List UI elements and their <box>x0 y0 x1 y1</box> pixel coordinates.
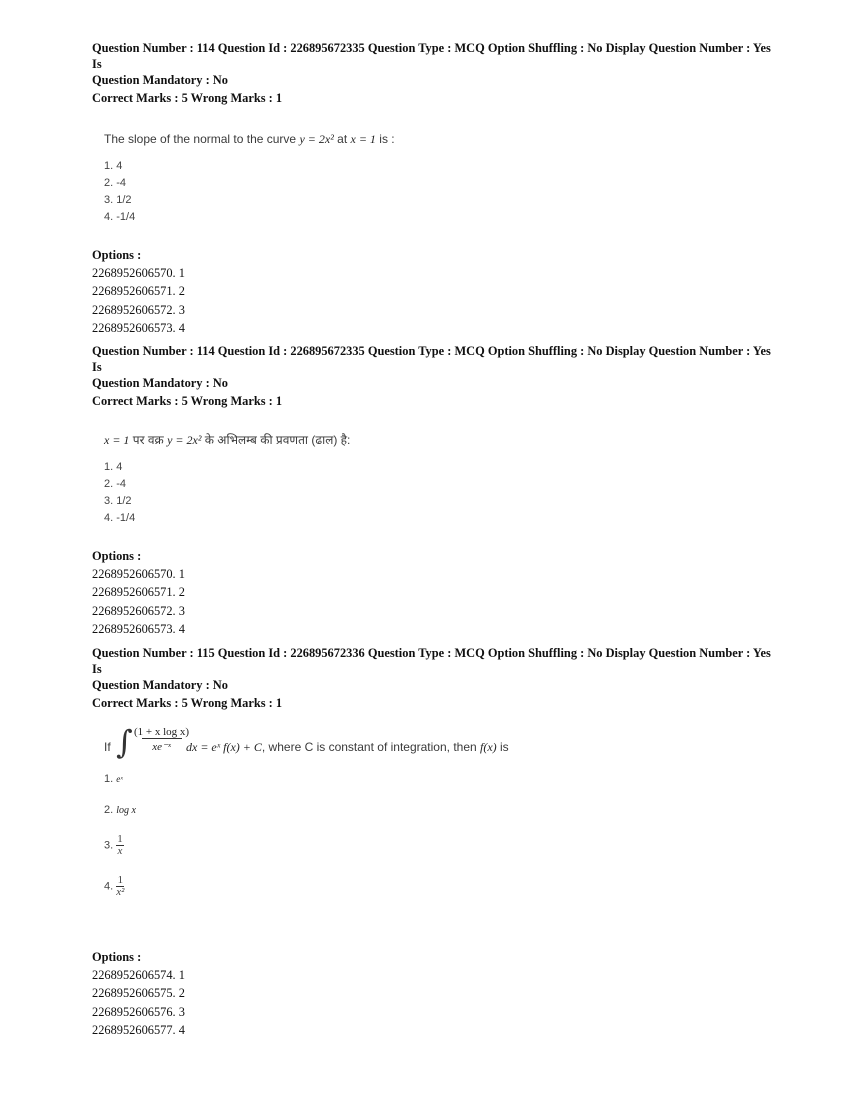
image-option-2 <box>104 804 782 816</box>
option-number: 4. <box>104 880 117 893</box>
integral-expression <box>104 725 782 769</box>
option-id: 2268952606571. 2 <box>92 284 185 299</box>
option-id: 2268952606573. 4 <box>92 621 185 636</box>
option-number: 2. <box>104 804 117 816</box>
image-option: 4. -1/4 <box>104 211 136 223</box>
header-line-2: Question Mandatory : No <box>92 73 228 87</box>
question-block-1 <box>92 40 782 337</box>
fraction-denominator: x <box>117 845 123 857</box>
fraction-numerator: (1 + x log x) <box>134 726 190 738</box>
math-expression: x = 1 <box>350 132 376 146</box>
image-option: 3. 1/2 <box>104 495 132 507</box>
question-header <box>92 645 782 711</box>
header-line-3: Correct Marks : 5 Wrong Marks : 1 <box>92 696 283 710</box>
header-line-3: Correct Marks : 5 Wrong Marks : 1 <box>92 394 283 408</box>
question-text-part: is <box>496 740 509 754</box>
option-id: 2268952606570. 1 <box>92 567 185 582</box>
image-option-1 <box>104 773 782 785</box>
image-option: 4. -1/4 <box>104 512 136 524</box>
image-options <box>104 773 782 898</box>
integral-sign: ∫ <box>116 723 133 761</box>
math-expression: y = 2x² <box>299 132 334 146</box>
question-header <box>92 343 782 409</box>
option-number: 1. <box>104 773 117 785</box>
option-id: 2268952606571. 2 <box>92 585 185 600</box>
math-expression: dx = eˣ f(x) + C <box>186 740 262 754</box>
header-line-3: Correct Marks : 5 Wrong Marks : 1 <box>92 91 283 105</box>
image-option: 1. 4 <box>104 160 123 172</box>
image-options <box>104 158 782 226</box>
integrand-fraction <box>134 726 189 753</box>
option-id: 2268952606573. 4 <box>92 320 185 335</box>
header-line-1: Question Number : 115 Question Id : 226895672336 Question Type : MCQ Option Shuffling : No Display Question Number : Yes Is <box>92 646 771 676</box>
question-text <box>104 431 782 449</box>
question-image <box>104 431 782 527</box>
image-option: 2. -4 <box>104 478 127 490</box>
fraction-denominator: xe⁻ˣ <box>142 738 182 753</box>
math-expression: eˣ <box>116 774 123 784</box>
options-label: Options : <box>92 950 142 964</box>
question-text-part: is : <box>375 132 395 146</box>
math-expression: y = 2x² <box>167 433 202 447</box>
question-text-part: के अभिलम्ब की प्रवणता (ढाल) है: <box>201 433 351 447</box>
math-expression: f(x) <box>480 740 497 754</box>
option-number: 3. <box>104 839 117 852</box>
fraction-numerator: 1 <box>117 833 123 845</box>
image-option-3 <box>104 834 782 857</box>
fraction-numerator: 1 <box>117 874 124 886</box>
math-expression: x = 1 <box>104 433 130 447</box>
question-text-part: , where C is constant of integration, then <box>261 740 481 754</box>
option-id: 2268952606576. 3 <box>92 1004 185 1019</box>
if-text: If <box>104 740 111 754</box>
options-list <box>92 246 782 337</box>
image-option-4 <box>104 875 782 898</box>
options-list <box>92 547 782 638</box>
image-option: 2. -4 <box>104 177 127 189</box>
question-text-part: पर वक्र <box>129 433 168 447</box>
option-id: 2268952606572. 3 <box>92 603 185 618</box>
header-line-1: Question Number : 114 Question Id : 226895672335 Question Type : MCQ Option Shuffling : No Display Question Number : Yes Is <box>92 41 771 71</box>
image-option: 1. 4 <box>104 461 123 473</box>
question-block-3 <box>92 645 782 1039</box>
question-text <box>104 130 782 148</box>
image-option: 3. 1/2 <box>104 194 132 206</box>
options-list <box>92 948 782 1039</box>
header-line-2: Question Mandatory : No <box>92 376 228 390</box>
option-fraction <box>116 875 124 898</box>
options-label: Options : <box>92 248 142 262</box>
option-id: 2268952606574. 1 <box>92 968 185 983</box>
question-text-part: The slope of the normal to the curve <box>104 132 300 146</box>
option-id: 2268952606572. 3 <box>92 302 185 317</box>
image-options <box>104 459 782 527</box>
option-id: 2268952606575. 2 <box>92 986 185 1001</box>
options-label: Options : <box>92 549 142 563</box>
math-expression: log x <box>116 805 136 816</box>
header-line-2: Question Mandatory : No <box>92 678 228 692</box>
question-image <box>104 130 782 226</box>
header-line-1: Question Number : 114 Question Id : 226895672335 Question Type : MCQ Option Shuffling : No Display Question Number : Yes Is <box>92 344 771 374</box>
integral-rest <box>186 740 509 755</box>
question-image <box>104 725 782 898</box>
option-id: 2268952606577. 4 <box>92 1022 185 1037</box>
question-header <box>92 40 782 106</box>
question-text-part: at <box>333 132 351 146</box>
question-block-2 <box>92 343 782 638</box>
option-id: 2268952606570. 1 <box>92 266 185 281</box>
fraction-denominator: x² <box>116 886 125 898</box>
option-fraction <box>116 834 124 857</box>
